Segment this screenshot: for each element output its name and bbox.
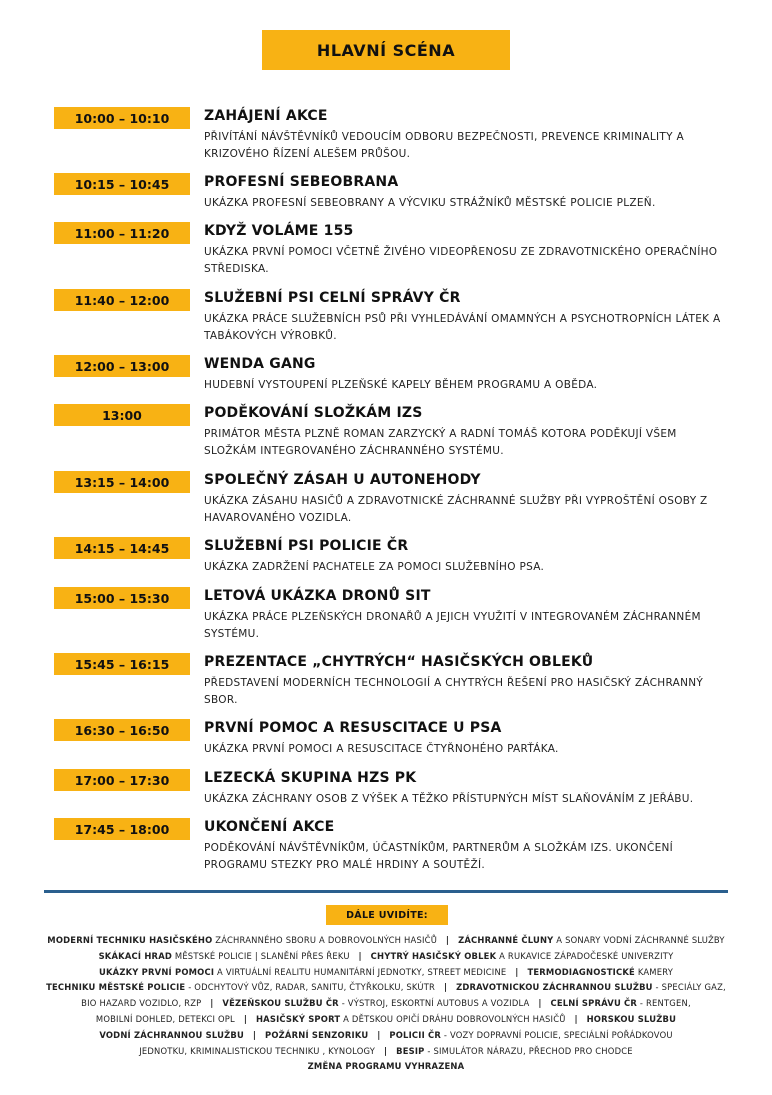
time-badge: 10:00 – 10:10: [54, 107, 190, 129]
more-bold: UKÁZKY PRVNÍ POMOCI: [98, 966, 215, 977]
more-section-text: [20, 933, 752, 1075]
more-text: - VÝSTROJ, ESKORTNÍ AUTOBUS A VOZIDLA: [338, 998, 530, 1009]
more-line: [20, 1044, 752, 1060]
more-section-label: DÁLE UVIDÍTE:: [326, 905, 448, 925]
more-bold: MODERNÍ TECHNIKU HASIČSKÉHO: [47, 935, 213, 945]
item-title: SPOLEČNÝ ZÁSAH U AUTONEHODY: [204, 472, 481, 488]
item-description: PŘEDSTAVENÍ MODERNÍCH TECHNOLOGIÍ A CHYTRÝCH ŘEŠENÍ PRO HASIČSKÝ ZÁCHRANNÝ SBOR.: [204, 677, 704, 706]
section-divider: [44, 890, 728, 893]
item-description: UKÁZKA PRÁCE PLZEŇSKÝCH DRONAŘŮ A JEJICH VYUŽITÍ V INTEGROVANÉM ZÁCHRANNÉM SYSTÉMU.: [204, 611, 701, 640]
separator: |: [243, 1013, 248, 1024]
more-line: [20, 1012, 752, 1028]
more-text: MĚSTSKÉ POLICIE | SLANĚNÍ PŘES ŘEKU: [172, 950, 350, 961]
item-title: PODĚKOVÁNÍ SLOŽKÁM IZS: [204, 405, 423, 421]
more-line: [20, 996, 752, 1012]
more-text: KAMERY: [634, 966, 674, 977]
item-title: PRVNÍ POMOC A RESUSCITACE U PSA: [204, 720, 502, 736]
separator: |: [515, 966, 519, 977]
time-badge: 15:45 – 16:15: [54, 653, 190, 675]
more-line: [20, 980, 752, 996]
more-bold: BESIP: [396, 1045, 425, 1056]
more-bold: CELNÍ SPRÁVU ČR: [550, 998, 638, 1009]
item-description: PRIMÁTOR MĚSTA PLZNĚ ROMAN ZARZYCKÝ A RADNÍ TOMÁŠ KOTORA PODĚKUJÍ VŠEM SLOŽKÁM INTEGROVANÉHO ZÁCHRANNÉHO SYSTÉMU.: [204, 428, 677, 457]
more-text: - SIMULÁTOR NÁRAZU, PŘECHOD PRO CHODCE: [424, 1045, 633, 1056]
item-description: UKÁZKA PRVNÍ POMOCI A RESUSCITACE ČTYŘNOHÉHO PARŤÁKA.: [204, 743, 559, 755]
more-text: - SPECIÁLY GAZ,: [652, 982, 726, 993]
more-bold: ZÁCHRANNÉ ČLUNY: [458, 935, 554, 945]
more-text: MOBILNÍ DOHLED, DETEKCI OPL: [95, 1013, 235, 1024]
item-description: PŘIVÍTÁNÍ NÁVŠTĚVNÍKŮ VEDOUCÍM ODBORU BEZPEČNOSTI, PREVENCE KRIMINALITY A KRIZOVÉHO ŘÍZENÍ ALEŠEM PRŮŠOU.: [204, 131, 684, 160]
item-title: WENDA GANG: [204, 356, 316, 372]
more-bold: TECHNIKU MĚSTSKÉ POLICIE: [46, 982, 186, 993]
item-title: PREZENTACE „CHYTRÝCH“ HASIČSKÝCH OBLEKŮ: [204, 654, 594, 670]
more-text: A RUKAVICE ZÁPADOČESKÉ UNIVERZITY: [496, 950, 674, 961]
item-title: PROFESNÍ SEBEOBRANA: [204, 174, 399, 190]
separator: |: [210, 998, 214, 1009]
time-badge: 13:00: [54, 404, 190, 426]
item-description: UKÁZKA ZADRŽENÍ PACHATELE ZA POMOCI SLUŽEBNÍHO PSA.: [204, 561, 545, 573]
more-bold: CHYTRÝ HASIČSKÝ OBLEK: [370, 950, 497, 961]
more-bold: ZDRAVOTNICKOU ZÁCHRANNOU SLUŽBU: [456, 982, 653, 993]
item-description: UKÁZKA PRVNÍ POMOCI VČETNĚ ŽIVÉHO VIDEOPŘENOSU ZE ZDRAVOTNICKÉHO OPERAČNÍHO STŘEDISKA.: [204, 246, 718, 275]
separator: |: [538, 998, 542, 1009]
item-title: UKONČENÍ AKCE: [204, 819, 335, 835]
more-bold: POŽÁRNÍ SENZORIKU: [265, 1029, 369, 1040]
more-text: A VIRTUÁLNÍ REALITU HUMANITÁRNÍ JEDNOTKY, STREET MEDICINE: [214, 966, 507, 977]
more-text: JEDNOTKU, KRIMINALISTICKOU TECHNIKU , KYNOLOGY: [139, 1045, 376, 1056]
separator: |: [377, 1029, 381, 1040]
more-bold: SKÁKACÍ HRAD: [98, 950, 173, 961]
time-badge: 17:00 – 17:30: [54, 769, 190, 791]
more-text: BIO HAZARD VOZIDLO, RZP: [81, 998, 202, 1009]
more-text: - VOZY DOPRAVNÍ POLICIE, SPECIÁLNÍ POŘÁDKOVOU: [441, 1029, 673, 1040]
item-description: UKÁZKA ZÁSAHU HASIČŮ A ZDRAVOTNICKÉ ZÁCHRANNÉ SLUŽBY PŘI VYPROŠTĚNÍ OSOBY Z HAVAROVANÉHO VOZIDLA.: [204, 495, 708, 524]
more-text: A SONARY VODNÍ ZÁCHRANNÉ SLUŽBY: [553, 935, 725, 945]
more-line: [20, 1028, 752, 1044]
page-title: [262, 30, 510, 70]
more-footer: ZMĚNA PROGRAMU VYHRAZENA: [307, 1061, 465, 1072]
more-bold: HASIČSKÝ SPORT: [255, 1013, 341, 1024]
separator: |: [574, 1013, 578, 1024]
time-badge: 11:00 – 11:20: [54, 222, 190, 244]
item-title: SLUŽEBNÍ PSI POLICIE ČR: [204, 538, 409, 554]
item-title: KDYŽ VOLÁME 155: [204, 223, 354, 239]
more-text: A DĚTSKOU OPIČÍ DRÁHU DOBROVOLNÝCH HASIČŮ: [340, 1013, 566, 1024]
more-text: - ODCHYTOVÝ VŮZ, RADAR, SANITU, ČTYŘKOLKU, SKÚTR: [185, 982, 436, 993]
time-badge: 10:15 – 10:45: [54, 173, 190, 195]
more-line: [20, 965, 752, 981]
time-badge: 16:30 – 16:50: [54, 719, 190, 741]
item-description: PODĚKOVÁNÍ NÁVŠTĚVNÍKŮM, ÚČASTNÍKŮM, PARTNERŮM A SLOŽKÁM IZS. UKONČENÍ PROGRAMU STEZKY PRO MALÉ HRDINY A SOUTĚŽÍ.: [204, 842, 674, 871]
time-badge: 15:00 – 15:30: [54, 587, 190, 609]
item-title: LETOVÁ UKÁZKA DRONŮ SIT: [204, 588, 431, 604]
time-badge: 11:40 – 12:00: [54, 289, 190, 311]
time-badge: 14:15 – 14:45: [54, 537, 190, 559]
item-title: LEZECKÁ SKUPINA HZS PK: [204, 770, 417, 786]
page-title-text: HLAVNÍ SCÉNA: [316, 40, 456, 60]
more-line: [20, 933, 752, 949]
time-badge: 17:45 – 18:00: [54, 818, 190, 840]
more-bold: TERMODIAGNOSTICKÉ: [527, 966, 635, 977]
item-description: HUDEBNÍ VYSTOUPENÍ PLZEŇSKÉ KAPELY BĚHEM PROGRAMU A OBĚDA.: [204, 379, 598, 391]
more-bold: VODNÍ ZÁCHRANNOU SLUŽBU: [99, 1029, 244, 1040]
separator: |: [252, 1029, 257, 1040]
more-bold: HORSKOU SLUŽBU: [586, 1013, 677, 1024]
more-text: ZÁCHRANNÉHO SBORU A DOBROVOLNÝCH HASIČŮ: [212, 935, 438, 945]
more-bold: VĚZEŇSKOU SLUŽBU ČR: [222, 998, 339, 1009]
item-title: SLUŽEBNÍ PSI CELNÍ SPRÁVY ČR: [204, 290, 461, 306]
item-description: UKÁZKA PROFESNÍ SEBEOBRANY A VÝCVIKU STRÁŽNÍKŮ MĚSTSKÉ POLICIE PLZEŇ.: [204, 197, 656, 209]
item-description: UKÁZKA PRÁCE SLUŽEBNÍCH PSŮ PŘI VYHLEDÁVÁNÍ OMAMNÝCH A PSYCHOTROPNÍCH LÁTEK A TABÁKOVÝCH VÝROBKŮ.: [204, 313, 721, 342]
more-bold: POLICII ČR: [389, 1029, 441, 1040]
more-line: [20, 949, 752, 965]
separator: |: [445, 935, 450, 945]
time-badge: 12:00 – 13:00: [54, 355, 190, 377]
more-text: - RENTGEN,: [637, 998, 691, 1009]
item-description: UKÁZKA ZÁCHRANY OSOB Z VÝŠEK A TĚŽKO PŘÍSTUPNÝCH MÍST SLAŇOVÁNÍM Z JEŘÁBU.: [204, 793, 694, 805]
time-badge: 13:15 – 14:00: [54, 471, 190, 493]
separator: |: [358, 950, 362, 961]
separator: |: [383, 1045, 388, 1056]
separator: |: [443, 982, 448, 993]
item-title: ZAHÁJENÍ AKCE: [204, 108, 328, 124]
